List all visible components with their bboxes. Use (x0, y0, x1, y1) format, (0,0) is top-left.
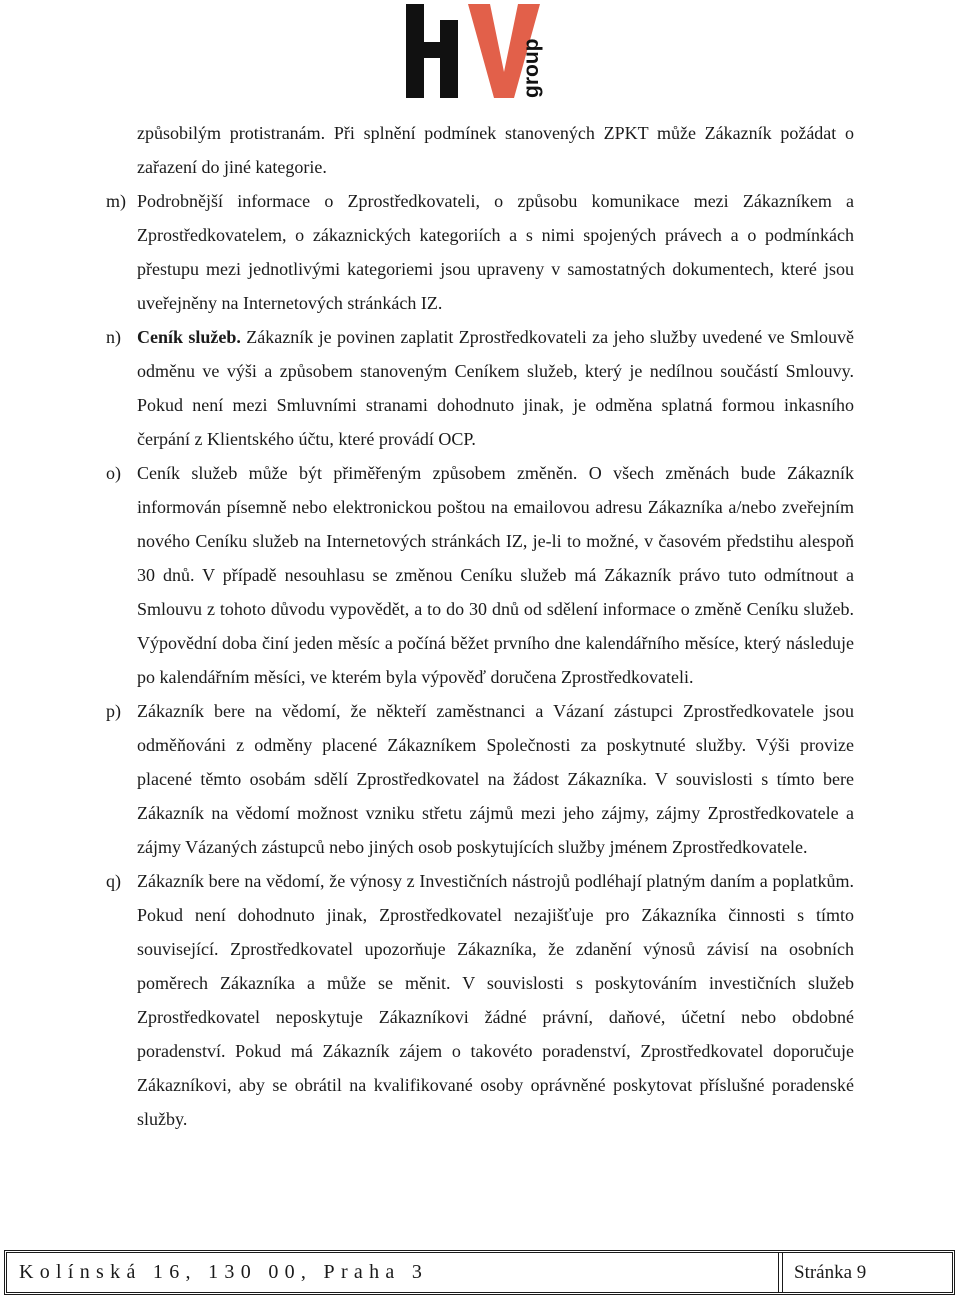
list-item-m (106, 184, 854, 320)
continuation-paragraph: způsobilým protistranám. Při splnění podmínek stanovených ZPKT může Zákazník požádat o zařazení do jiné kategorie. (137, 123, 854, 177)
list-item-text: Zákazník je povinen zaplatit Zprostředkovateli za jeho služby uvedené ve Smlouvě odměnu ve výši a způsobem stanoveným Ceníkem služeb, který je nedílnou součástí Smlouvy. Pokud není mezi Smluvními stranami dohodnuto jinak, je odměna splatná formou inkasního čerpání z Klientského účtu, které provádí OCP. (137, 327, 854, 449)
logo-subtext: group (520, 38, 543, 98)
list-item-q (106, 864, 854, 1136)
list-item-p (106, 694, 854, 864)
list-item-text: Ceník služeb může být přiměřeným způsobem změněn. O všech změnách bude Zákazník informován písemně nebo elektronickou poštou na emailovou adresu Zákazníka a/nebo zveřejním nového Ceníku služeb na Internetových stránkách IZ, je-li to možné, v časovém předstihu alespoň 30 dnů. V případě nesouhlasu se změnou Ceníku služeb má Zákazník právo tuto odmítnout a Smlouvu z tohoto důvodu vypovědět, a to do 30 dnů od sdělení informace o změně Ceníku služeb. Výpovědní doba činí jeden měsíc a počíná běžet prvního dne kalendářního měsíce, který následuje po kalendářním měsíci, ve kterém byla výpověď doručena Zprostředkovateli. (137, 463, 854, 687)
footer-divider (778, 1253, 783, 1292)
footer-address: Kolínská 16, 130 00, Praha 3 (19, 1261, 429, 1283)
list-item-heading: Ceník služeb. (137, 327, 241, 347)
list-marker: n) (106, 327, 121, 347)
page-number: Stránka 9 (794, 1262, 867, 1283)
list-marker: q) (106, 871, 121, 891)
list-item-text: Zákazník bere na vědomí, že někteří zaměstnanci a Vázaní zástupci Zprostředkovatele jsou odměňováni z odměny placené Zákazníkem Společnosti za poskytnuté služby. Výši provize placené těmto osobám sdělí Zprostředkovatel na žádost Zákazníka. V souvislosti s tímto bere Zákazník na vědomí možnost vzniku střetu zájmů mezi jeho zájmy, zájmy Zprostředkovatele a zájmy Vázaných zástupců nebo jiných osob poskytujících služby jménem Zprostředkovatele. (137, 701, 854, 857)
list-marker: m) (106, 191, 126, 211)
page-footer (4, 1250, 955, 1295)
list-item-n (106, 320, 854, 456)
list-item-text: Zákazník bere na vědomí, že výnosy z Investičních nástrojů podléhají platným daním a poplatkům. Pokud není dohodnuto jinak, Zprostředkovatel nezajišťuje pro Zákazníka činnosti s tímto související. Zprostředkovatel upozorňuje Zákazníka, že zdanění výnosů závisí na osobních poměrech Zákazníka a může se měnit. V souvislosti s poskytováním investičních služeb Zprostředkovatel neposkytuje Zákazníkovi žádné právní, daňové, účetní nebo obdobné poradenství. Pokud má Zákazník zájem o takovéto poradenství, Zprostředkovatel doporučuje Zákazníkovi, aby se obrátil na kvalifikované osoby oprávněné poskytovat příslušné poradenské služby. (137, 871, 854, 1129)
hv-group-logo (400, 2, 560, 100)
list-item-o (106, 456, 854, 694)
document-body (106, 116, 854, 1136)
list-marker: p) (106, 701, 121, 721)
list-marker: o) (106, 463, 121, 483)
list-item-text: Podrobnější informace o Zprostředkovateli, o způsobu komunikace mezi Zákazníkem a Zprostředkovatelem, o zákaznických kategoriích a s nimi spojených právech a o podmínkách přestupu mezi jednotlivými kategoriemi jsou upraveny v samostatných dokumentech, které jsou uveřejněny na Internetových stránkách IZ. (137, 191, 854, 313)
